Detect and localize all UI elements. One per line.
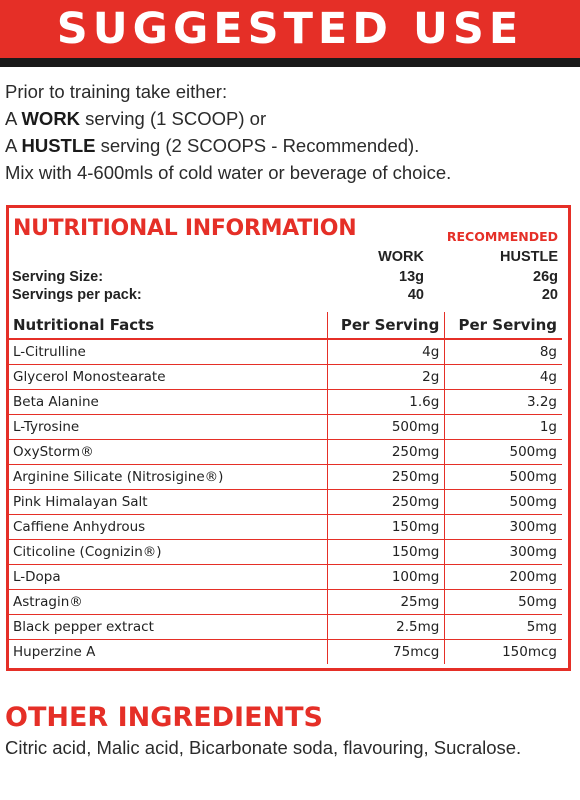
hustle-amount: 1g [445,415,562,440]
work-amount: 4g [327,339,445,365]
hustle-amount: 5mg [445,615,562,640]
ingredient-name: Black pepper extract [9,615,327,640]
table-row [9,365,562,390]
usage-line-4: Mix with 4-600mls of cold water or beverage of choice. [5,162,452,183]
table-row [9,615,562,640]
usage-line-2-prefix: A [5,108,22,129]
ingredient-name: Caffiene Anhydrous [9,515,327,540]
work-amount: 75mcg [327,640,445,665]
work-amount: 2g [327,365,445,390]
usage-line-2 [5,105,451,132]
ingredient-name: OxyStorm® [9,440,327,465]
nutrition-facts-table [9,312,562,664]
serving-size-work: 13g [399,269,424,285]
usage-work-emphasis: WORK [21,108,81,129]
hustle-column-header: HUSTLE [500,249,558,265]
ingredient-name: L-Citrulline [9,339,327,365]
work-amount: 2.5mg [327,615,445,640]
ingredient-name: L-Tyrosine [9,415,327,440]
usage-line-3-suffix: serving (2 SCOOPS - Recommended). [95,135,420,156]
servings-per-pack-label: Servings per pack: [12,287,142,303]
hustle-amount: 300mg [445,540,562,565]
banner-title: SUGGESTED USE [56,4,524,54]
recommended-label: RECOMMENDED [446,229,558,244]
hustle-amount: 500mg [445,490,562,515]
usage-line-3-prefix: A [5,135,22,156]
work-amount: 1.6g [327,390,445,415]
table-row [9,440,562,465]
hustle-amount: 500mg [445,465,562,490]
work-amount: 25mg [327,590,445,615]
ingredient-name: Glycerol Monostearate [9,365,327,390]
hustle-amount: 500mg [445,440,562,465]
hustle-amount: 200mg [445,565,562,590]
usage-line-2-suffix: serving (1 SCOOP) or [80,108,267,129]
table-row [9,390,562,415]
other-ingredients-title: OTHER INGREDIENTS [5,702,324,733]
usage-line-1: Prior to training take either: [5,81,228,102]
banner-divider [0,58,580,67]
table-row [9,515,562,540]
ingredient-name: Arginine Silicate (Nitrosigine®) [9,465,327,490]
serving-size-hustle: 26g [533,269,558,285]
hustle-amount: 8g [445,339,562,365]
work-amount: 250mg [327,440,445,465]
table-row [9,640,562,665]
hustle-amount: 3.2g [445,390,562,415]
facts-column-header: Nutritional Facts [9,312,327,339]
work-amount: 250mg [327,465,445,490]
hustle-amount: 50mg [445,590,562,615]
usage-hustle-emphasis: HUSTLE [21,135,96,156]
table-row [9,465,562,490]
other-ingredients-text: Citric acid, Malic acid, Bicarbonate soda, flavouring, Sucralose. [5,737,522,758]
serving-size-label: Serving Size: [12,269,104,285]
servings-per-pack-hustle: 20 [541,287,558,303]
servings-per-pack-work: 40 [407,287,424,303]
ingredient-name: Huperzine A [9,640,327,665]
table-row [9,590,562,615]
hustle-amount: 150mcg [502,644,557,660]
ingredient-name: Pink Himalayan Salt [9,490,327,515]
table-header-row [9,312,562,339]
ingredient-name: Astragin® [9,590,327,615]
nutrition-title: NUTRITIONAL INFORMATION [13,216,357,241]
table-row [9,415,562,440]
hustle-amount: 4g [445,365,562,390]
work-amount: 150mg [327,540,445,565]
usage-line-3 [5,132,451,159]
work-amount: 100mg [327,565,445,590]
ingredient-name: L-Dopa [9,565,327,590]
work-column-header: WORK [378,249,424,265]
ingredient-name: Citicoline (Cognizin®) [9,540,327,565]
hustle-amount: 300mg [445,515,562,540]
work-amount: 150mg [327,515,445,540]
table-row [9,490,562,515]
per-serving-hustle-header: Per Serving [445,312,562,339]
table-row [9,339,562,365]
work-amount: 250mg [327,490,445,515]
work-amount: 500mg [327,415,445,440]
ingredient-name: Beta Alanine [9,390,327,415]
table-row [9,565,562,590]
per-serving-work-header: Per Serving [327,312,445,339]
usage-instructions [5,78,451,186]
table-row [9,540,562,565]
